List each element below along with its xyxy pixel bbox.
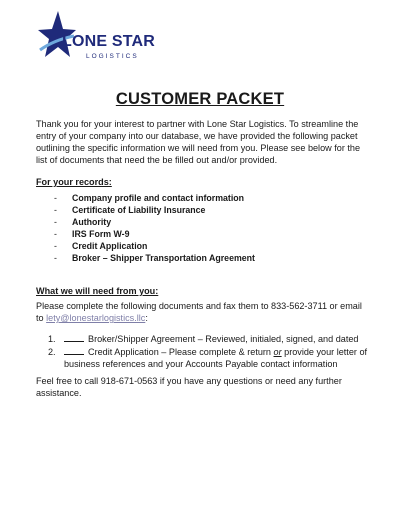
page-title: CUSTOMER PACKET: [115, 90, 285, 108]
list-item: - Certificate of Liability Insurance: [54, 204, 255, 216]
closing-paragraph: Feel free to call 918-671-0563 if you have any questions or need any further assistance.: [36, 376, 342, 398]
intro-paragraph: Thank you for your interest to partner with Lone Star Logistics. To streamline the entry of your company into our database, we have provided the following packet outlining the specific information we will need from you. Please see below for the list of documents that need the be filled out and/or provided.: [36, 119, 361, 165]
email-link[interactable]: lety@lonestarlogistics.llc: [46, 313, 146, 323]
item-or: or: [273, 347, 282, 357]
records-list: [54, 192, 255, 264]
company-logo: [36, 10, 176, 66]
item-text-continued: provide your letter of business references and your Accounts Payable contact information: [64, 347, 368, 369]
item-text: Broker/Shipper Agreement – Reviewed, initialed, signed, and dated: [88, 334, 359, 344]
needs-heading: What we will need from you:: [36, 286, 159, 296]
needs-instructions: [36, 300, 371, 324]
item-number: 2.: [48, 347, 56, 357]
item-number: 1.: [48, 334, 56, 344]
records-heading: For your records:: [36, 177, 112, 187]
logo-name: LONE STAR: [62, 33, 156, 50]
list-item: - Company profile and contact information: [54, 192, 255, 204]
blank-line: [64, 346, 84, 355]
list-item: - Authority: [54, 216, 255, 228]
list-item: [48, 333, 373, 345]
list-item: - Broker – Shipper Transportation Agreement: [54, 252, 255, 264]
list-item: [48, 346, 373, 370]
list-item: - IRS Form W-9: [54, 228, 255, 240]
list-item: - Credit Application: [54, 240, 255, 252]
logo-tagline: LOGISTICS: [86, 53, 139, 60]
blank-line: [64, 333, 84, 342]
instructions-colon: :: [145, 313, 148, 323]
item-text: Credit Application – Please complete & return: [88, 347, 274, 357]
instructions-text: Please complete the following documents and fax them to 833-562-3711 or email to: [36, 301, 362, 323]
documents-list: [48, 333, 373, 371]
